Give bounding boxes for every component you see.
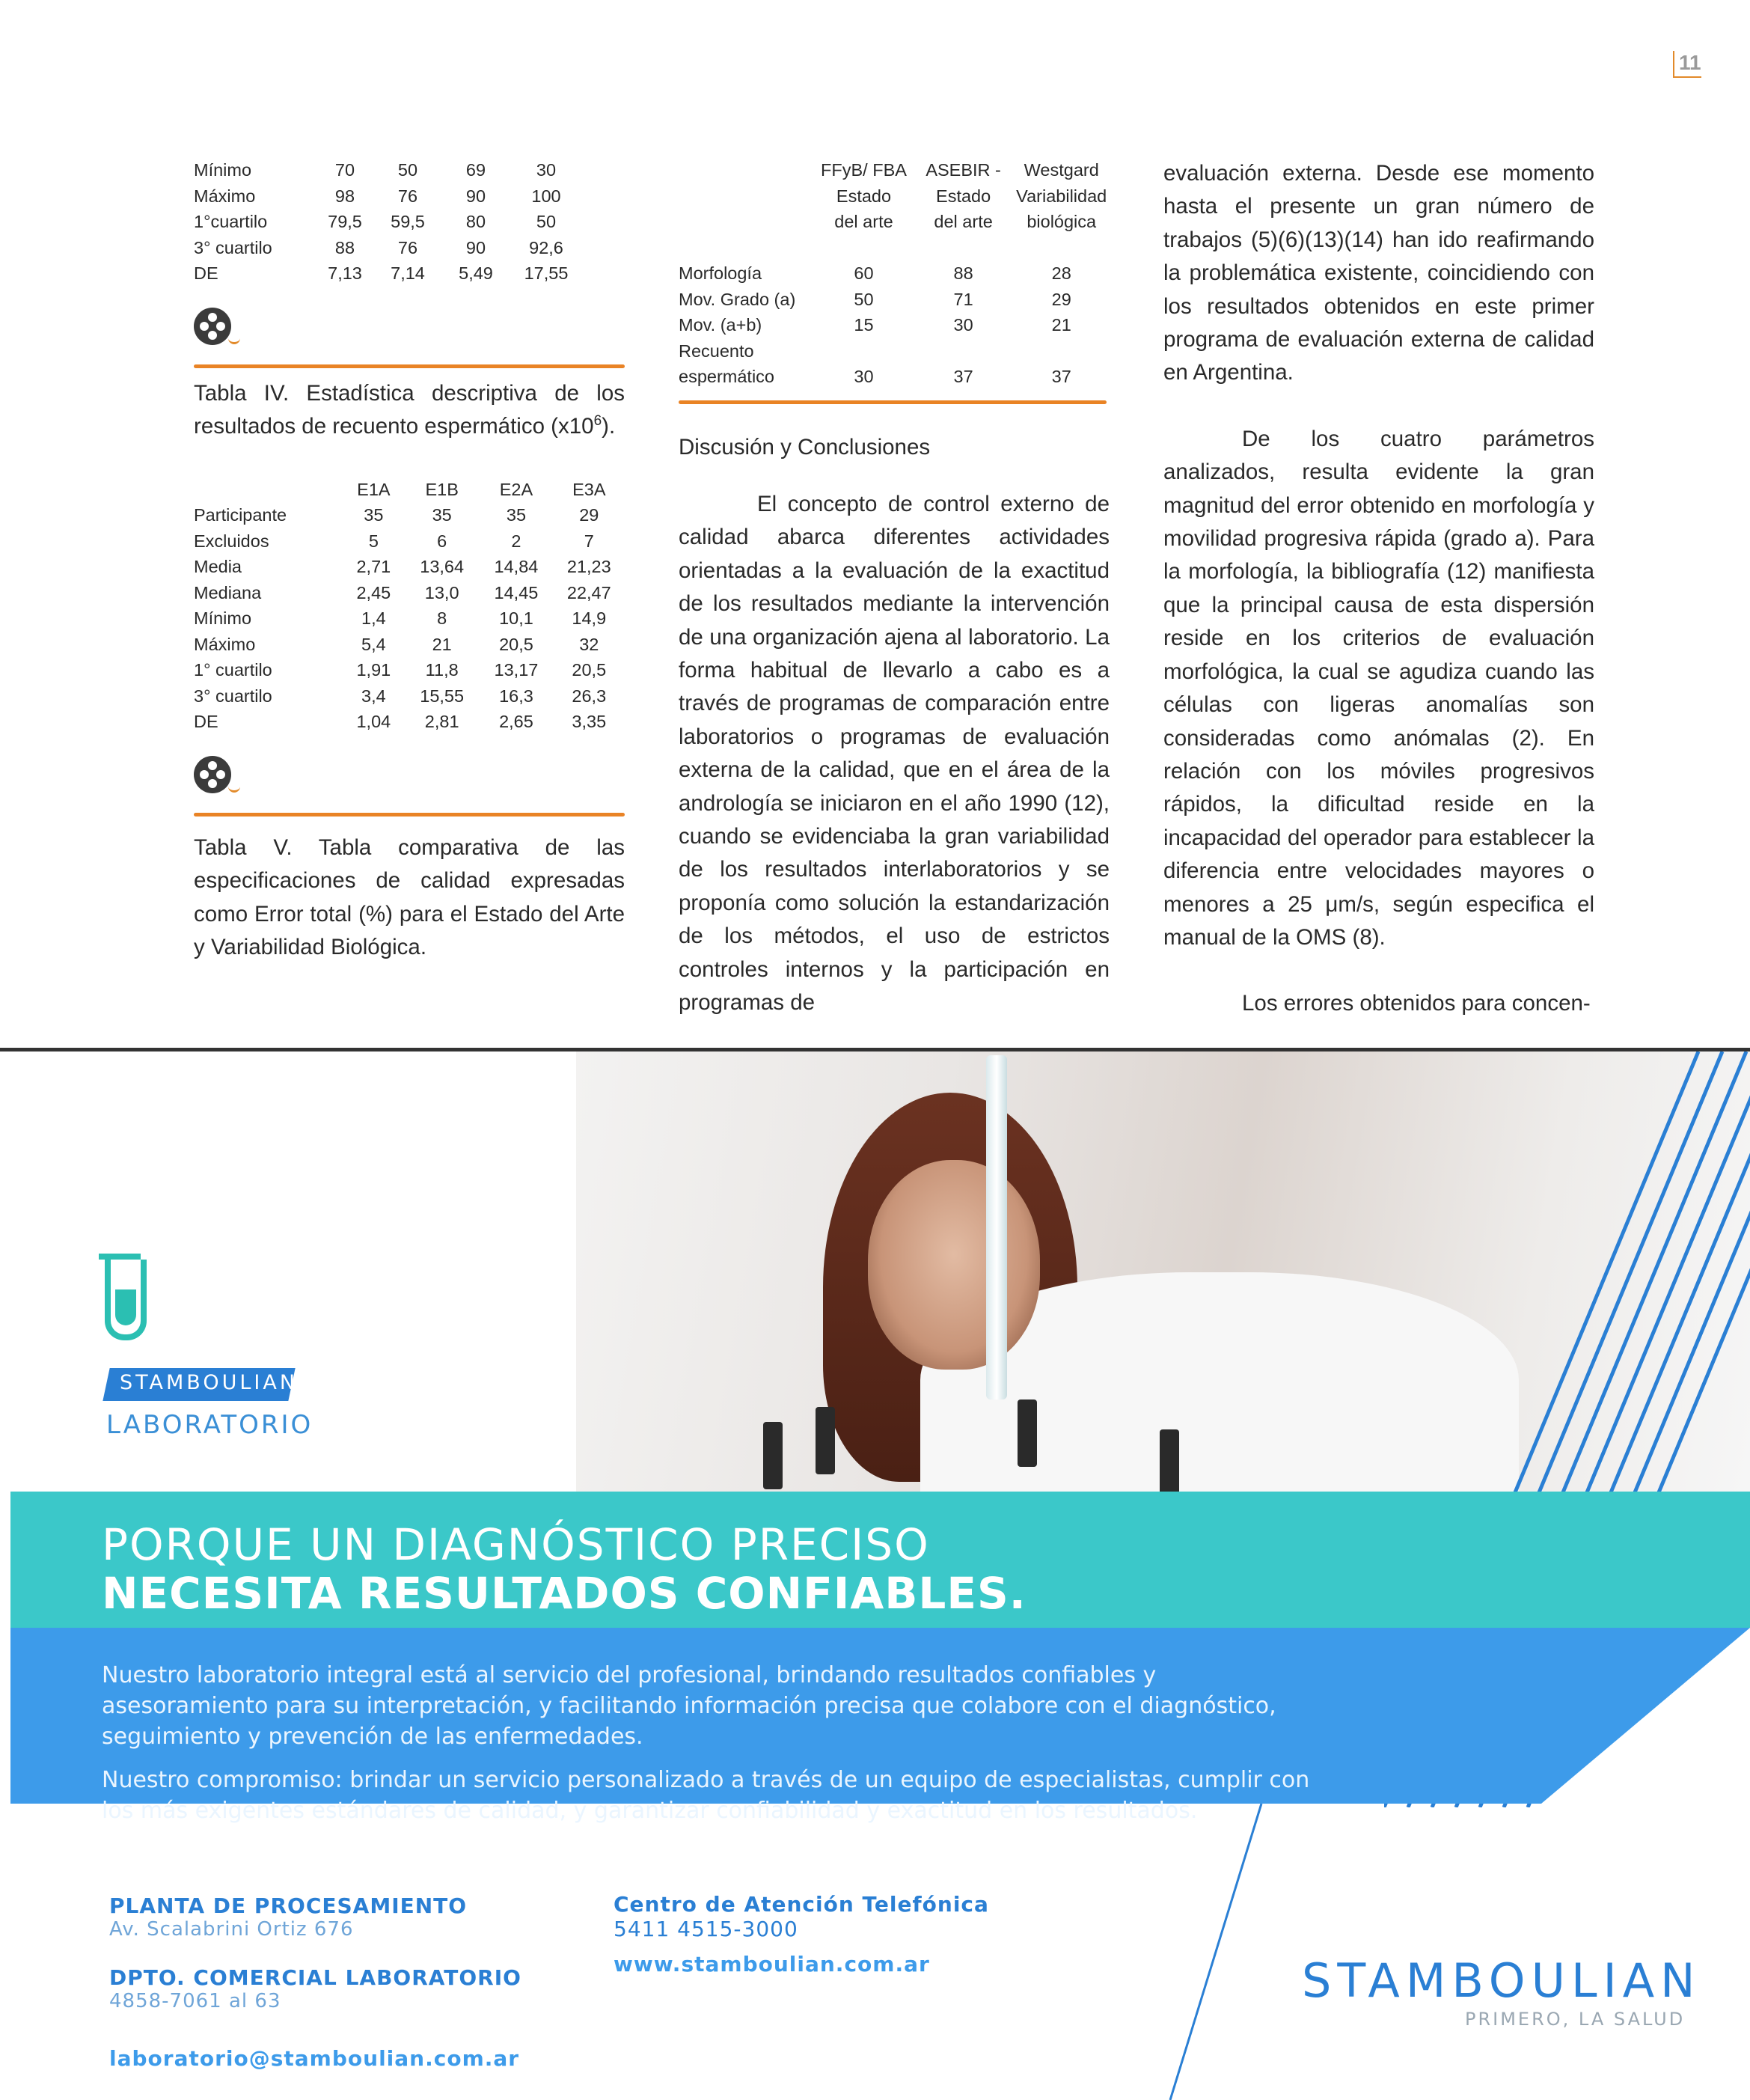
table-row xyxy=(194,183,580,210)
table-row xyxy=(194,657,625,683)
cell-value: 10,1 xyxy=(499,608,533,628)
table-v-comparison xyxy=(679,157,1110,390)
cell-value: 59,5 xyxy=(391,212,425,231)
cell-value: 7,13 xyxy=(328,263,362,283)
cell-value: 1,04 xyxy=(356,712,391,731)
photo-face-shape xyxy=(868,1160,1040,1370)
column-2 xyxy=(679,157,1110,1020)
table-row xyxy=(194,157,580,183)
contact-website[interactable]: www.stamboulian.com.ar xyxy=(614,1952,930,1977)
paragraph-discussion: El concepto de control externo de calidad abarca diferentes actividades orientadas a la evaluación de la exactitud de los resultados mediante la intervención de una organización ajena al laboratorio. La forma habitual de llevarlo a cabo es a través de programas de comparación entre laboratorios o programas de evaluación externa de la calidad, que en el área de la andrología se iniciaron en el año 1990 (12), cuando se evidenciaba la gran variabilidad de los resultados interlaboratorios y se proponía como solución la estandarización de los métodos, el uso de estrictos controles internos y la participación en programas de xyxy=(679,492,1110,1016)
cell-value: 29 xyxy=(1051,289,1071,309)
cell-value: 5,4 xyxy=(361,634,386,654)
headline-bold: NECESITA RESULTADOS CONFIABLES. xyxy=(102,1568,1027,1619)
thin-slash-line xyxy=(1137,1804,1437,2100)
row-label: Máximo xyxy=(194,186,256,206)
ad-paragraph-2: Nuestro compromiso: brindar un servicio personalizado a través de un equipo de especialistas, cumplir con los más exigentes estándares de calidad, y garantizar confiabilidad y exactitud en los resultados. xyxy=(102,1767,1310,1824)
photo-glass-rod xyxy=(986,1055,1007,1400)
ad-paragraph-1: Nuestro laboratorio integral está al servicio del profesional, brindando resultados confiables y asesoramiento para su interpretación, y facilitando información precisa que colabore con el diagnóstico, seguimiento y prevención de las enfermedades. xyxy=(102,1662,1276,1750)
brand-logo-large: STAMBOULIAN xyxy=(1302,1953,1701,2008)
row-label: 1°cuartilo xyxy=(194,212,268,231)
orange-divider xyxy=(194,813,625,817)
page-number: 11 xyxy=(1673,51,1701,78)
column-header: del arte xyxy=(834,212,893,231)
column-header: FFyB/ FBA xyxy=(821,160,907,180)
cell-value: 28 xyxy=(1051,263,1071,283)
cell-value: 1,91 xyxy=(356,660,391,680)
cell-value: 30 xyxy=(854,367,874,386)
cell-value: 2,45 xyxy=(356,582,391,602)
test-tube-logo-icon xyxy=(105,1260,147,1340)
table-v-data xyxy=(194,477,625,735)
photo-vial xyxy=(1018,1400,1037,1467)
cell-value: 17,55 xyxy=(524,263,569,283)
cell-value: 98 xyxy=(334,186,355,206)
table-row xyxy=(194,580,625,606)
orange-divider xyxy=(679,400,1107,404)
paragraph-errors: Los errores obtenidos para concen- xyxy=(1242,991,1591,1016)
cell-value: 2,71 xyxy=(356,557,391,576)
cell-value: 76 xyxy=(397,237,418,257)
cell-value: 3,35 xyxy=(572,712,607,731)
table-row xyxy=(194,502,625,528)
row-label: espermático xyxy=(679,367,774,386)
column-header: E1A xyxy=(357,479,391,499)
cell-value: 8 xyxy=(437,608,447,628)
contact-email[interactable]: laboratorio@stamboulian.com.ar xyxy=(109,2046,520,2071)
table-row xyxy=(679,312,1110,338)
row-label: DE xyxy=(194,263,218,283)
cell-value: 88 xyxy=(334,237,355,257)
cell-value: 69 xyxy=(465,160,486,180)
paragraph-continuation: evaluación externa. Desde ese momento hasta el presente un gran número de trabajos (5)(6)(13)(14) han ido reafirmando la problemática existente, coincidiendo con los resultados obtenidos en este primer programa de evaluación externa de calidad en Argentina. xyxy=(1163,161,1594,385)
row-label: Morfología xyxy=(679,263,762,283)
table-row xyxy=(194,235,580,261)
row-label: Participante xyxy=(194,505,287,525)
column-header: E1B xyxy=(425,479,459,499)
cell-value xyxy=(1013,338,1110,364)
photo-vial xyxy=(763,1422,783,1489)
photo-vial xyxy=(816,1407,835,1474)
cell-value: 35 xyxy=(506,505,527,525)
table-row xyxy=(194,528,625,555)
paragraph-parameters: De los cuatro parámetros analizados, resulta evidente la gran magnitud del error obtenido en morfología y movilidad progresiva rápida (grado a). Para la morfología, la bibliografía (12) manifiesta que la principal causa de esta dispersión reside en los criterios de evaluación morfológica, la cual se agudiza cuando las células con ligeras anomalías son consideradas como anómalas (2). En relación con los móviles progresivos rápidos, la dificultad reside en la incapacidad del operador para establecer la diferencia entre velocidades mayores o menores a 25 μm/s, según especifica el manual de la OMS (8). xyxy=(1163,426,1594,950)
cell-value xyxy=(914,338,1014,364)
cell-value: 21 xyxy=(1051,315,1071,335)
cell-value: 50 xyxy=(397,160,418,180)
row-label: Máximo xyxy=(194,634,256,654)
row-label: Mínimo xyxy=(194,608,252,628)
cell-value: 2,65 xyxy=(499,712,533,731)
row-label: Recuento xyxy=(679,341,754,361)
cell-value: 14,45 xyxy=(494,582,539,602)
cell-value: 13,17 xyxy=(494,660,539,680)
cell-value: 29 xyxy=(579,505,599,525)
row-label: Excluidos xyxy=(194,531,269,551)
cell-value: 15 xyxy=(854,315,874,335)
column-header: E3A xyxy=(572,479,606,499)
cell-value: 14,9 xyxy=(572,608,607,628)
cell-value: 26,3 xyxy=(572,686,607,706)
row-label: Media xyxy=(194,557,242,576)
cell-value: 90 xyxy=(465,237,486,257)
caption-table-v: Tabla V. Tabla comparativa de las especificaciones de calidad expresadas como Error total (%) para el Estado del Arte y Variabilidad Biológica. xyxy=(194,834,625,959)
contact-comercial: DPTO. COMERCIAL LABORATORIO 4858-7061 al 63 xyxy=(109,1965,521,2012)
contact-centro: Centro de Atención Telefónica 5411 4515-3000 xyxy=(614,1892,989,1941)
cell-value: 88 xyxy=(953,263,973,283)
cell-value: 22,47 xyxy=(566,582,611,602)
cell-value: 16,3 xyxy=(499,686,533,706)
column-header: del arte xyxy=(934,212,993,231)
cell-value: 37 xyxy=(1051,367,1071,386)
cell-value: 15,55 xyxy=(420,686,465,706)
cell-value: 7,14 xyxy=(391,263,425,283)
brand-tagline: PRIMERO, LA SALUD xyxy=(1465,2009,1686,2030)
row-label: Mov. (a+b) xyxy=(679,315,762,335)
photo-vial xyxy=(1160,1429,1179,1497)
cell-value: 50 xyxy=(854,289,874,309)
headline-light: PORQUE UN DIAGNÓSTICO PRECISO xyxy=(102,1519,930,1570)
cell-value: 60 xyxy=(854,263,874,283)
cell-value: 30 xyxy=(536,160,557,180)
caption-table-iv: Tabla IV. Estadística descriptiva de los resultados de recuento espermático $(x10^6)$. xyxy=(194,380,625,439)
cell-value: 21 xyxy=(432,634,452,654)
column-1 xyxy=(194,157,625,965)
orange-divider xyxy=(194,364,625,368)
column-header: biológica xyxy=(1027,212,1097,231)
column-header: Variabilidad xyxy=(1016,186,1107,206)
cell-value: 79,5 xyxy=(328,212,362,231)
table-row xyxy=(194,209,580,235)
table-row xyxy=(679,364,1110,390)
film-reel-icon xyxy=(194,308,239,348)
cell-value: 92,6 xyxy=(529,237,563,257)
column-header: ASEBIR - xyxy=(926,160,1001,180)
contact-planta: PLANTA DE PROCESAMIENTO Av. Scalabrini Ortiz 676 xyxy=(109,1893,468,1941)
cell-value: 76 xyxy=(397,186,418,206)
column-header: Estado xyxy=(836,186,892,206)
cell-value: 2 xyxy=(511,531,521,551)
cell-value: 50 xyxy=(536,212,557,231)
cell-value: 100 xyxy=(531,186,561,206)
cell-value: 30 xyxy=(953,315,973,335)
row-label: 3° cuartilo xyxy=(194,686,272,706)
table-row xyxy=(679,338,1110,364)
table-row xyxy=(194,260,580,287)
row-label: DE xyxy=(194,712,218,731)
cell-value: 1,4 xyxy=(361,608,386,628)
cell-value: 2,81 xyxy=(424,712,459,731)
cell-value: 20,5 xyxy=(499,634,533,654)
film-reel-icon xyxy=(194,756,239,796)
stamboulian-advertisement xyxy=(0,1048,1750,2100)
table-row xyxy=(194,709,625,735)
cell-value xyxy=(814,338,914,364)
column-header: Estado xyxy=(936,186,991,206)
brand-box-text: STAMBOULIAN xyxy=(120,1371,299,1394)
table-iv-data xyxy=(194,157,580,287)
table-row xyxy=(194,683,625,709)
cell-value: 5 xyxy=(368,531,379,551)
cell-value: 35 xyxy=(364,505,384,525)
row-label: 1° cuartilo xyxy=(194,660,272,680)
cell-value: 35 xyxy=(432,505,452,525)
column-header: Westgard xyxy=(1024,160,1099,180)
cell-value: 70 xyxy=(334,160,355,180)
table-row xyxy=(194,605,625,632)
row-label: 3° cuartilo xyxy=(194,237,272,257)
cell-value: 5,49 xyxy=(459,263,493,283)
cell-value: 13,64 xyxy=(420,557,465,576)
cell-value: 6 xyxy=(437,531,447,551)
cell-value: 32 xyxy=(579,634,599,654)
section-title: Discusión y Conclusiones xyxy=(679,434,931,460)
row-label: Mov. Grado (a) xyxy=(679,289,796,309)
table-row xyxy=(194,554,625,580)
cell-value: 71 xyxy=(953,289,973,309)
table-row xyxy=(194,632,625,658)
cell-value: 90 xyxy=(465,186,486,206)
cell-value: 80 xyxy=(465,212,486,231)
row-label: Mediana xyxy=(194,582,262,602)
cell-value: 13,0 xyxy=(424,582,459,602)
table-row xyxy=(679,287,1110,313)
cell-value: 37 xyxy=(953,367,973,386)
cell-value: 3,4 xyxy=(361,686,386,706)
cell-value: 11,8 xyxy=(425,660,459,680)
cell-value: 20,5 xyxy=(572,660,607,680)
cell-value: 7 xyxy=(584,531,594,551)
brand-subtitle: LABORATORIO xyxy=(106,1410,313,1440)
cell-value: 14,84 xyxy=(494,557,539,576)
cell-value: 21,23 xyxy=(566,557,611,576)
column-header: E2A xyxy=(499,479,533,499)
column-3 xyxy=(1163,157,1594,1021)
row-label: Mínimo xyxy=(194,160,252,180)
table-row xyxy=(679,260,1110,287)
